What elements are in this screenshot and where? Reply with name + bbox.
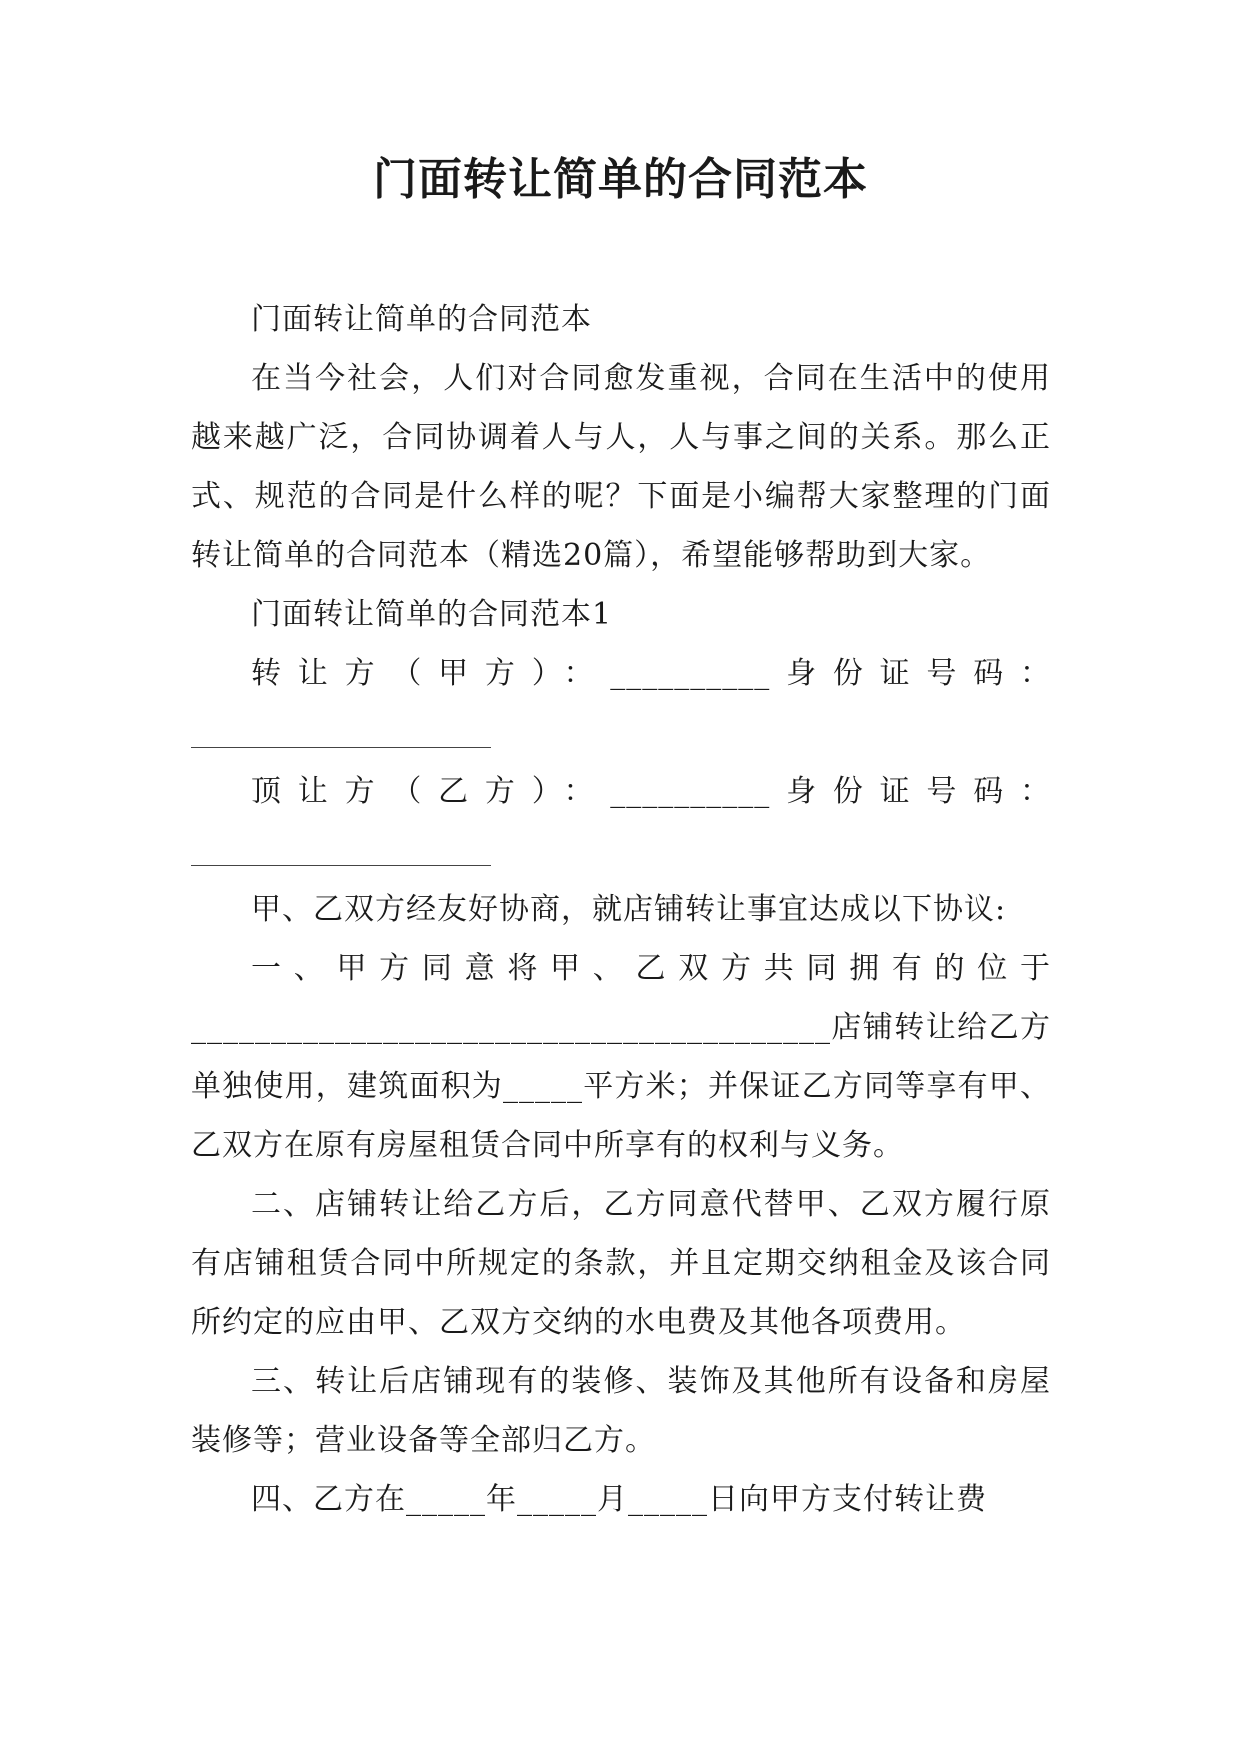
paragraph-clause-2: 二、店铺转让给乙方后，乙方同意代替甲、乙双方履行原有店铺租赁合同中所规定的条款，并且定期交纳租金及该合同所约定的应由甲、乙双方交纳的水电费及其他各项费用。	[191, 1187, 1051, 1340]
paragraph-agreement: 甲、乙双方经友好协商，就店铺转让事宜达成以下协议:	[251, 892, 1007, 927]
paragraph-clause-4: 四、乙方在_____年_____月_____日向甲方支付转让费	[251, 1482, 987, 1517]
paragraph-clause-3: 三、转让后店铺现有的装修、装饰及其他所有设备和房屋装修等；营业设备等全部归乙方。	[191, 1364, 1051, 1458]
document-body	[191, 290, 1051, 1529]
id-number-blank-line	[191, 703, 1051, 762]
paragraph-section-title: 门面转让简单的合同范本1	[251, 597, 613, 632]
paragraph-clause-1: 一、甲方同意将甲、乙双方共同拥有的位于________________________________________店铺转让给乙方单独使用，建筑面积为_____平方米；并保证乙方同等享有甲、乙双方在原有房屋租赁合同中所享有的权利与义务。	[191, 951, 1051, 1163]
underline-rule	[191, 747, 491, 748]
paragraph-intro: 在当今社会，人们对合同愈发重视，合同在生活中的使用越来越广泛，合同协调着人与人，人与事之间的关系。那么正式、规范的合同是什么样的呢？下面是小编帮大家整理的门面转让简单的合同范本（精选20篇），希望能够帮助到大家。	[191, 361, 1051, 573]
paragraph-heading: 门面转让简单的合同范本	[251, 302, 592, 337]
id-number-blank-line	[191, 821, 1051, 880]
underline-rule	[191, 865, 491, 866]
document-title: 门面转让简单的合同范本	[373, 154, 868, 205]
paragraph-transferee: 顶让方（乙方）：__________身份证号码：	[251, 774, 1051, 809]
paragraph-transferor: 转让方（甲方）：__________身份证号码：	[251, 656, 1051, 691]
